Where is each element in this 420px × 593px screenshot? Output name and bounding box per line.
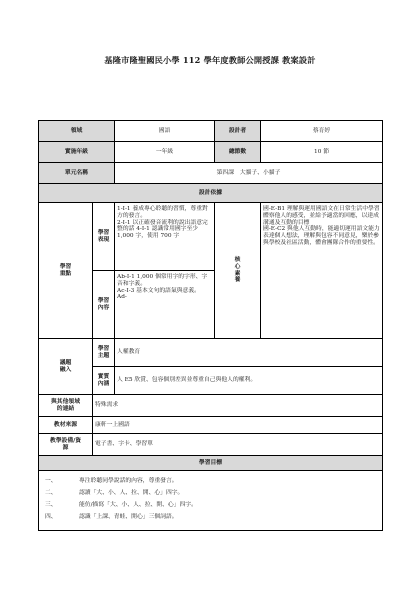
designer-label: 設計者 xyxy=(215,121,261,142)
goal-number: 二、 xyxy=(45,489,57,496)
unit-label: 單元名稱 xyxy=(39,163,115,184)
issues-content-label-text: 實質內涵 xyxy=(97,373,110,387)
goal-item xyxy=(41,475,380,487)
grade-label: 實施年級 xyxy=(39,142,115,163)
goal-number: 三、 xyxy=(45,501,57,508)
row-unit xyxy=(39,163,383,184)
goal-text: 認讀「大、小、人、拉、開、心」四字。 xyxy=(79,489,184,496)
lesson-plan-table xyxy=(38,120,383,531)
performance-label-text: 學習表現 xyxy=(97,229,110,243)
links-label-text: 與其他領域的連結 xyxy=(51,398,80,412)
performance-label xyxy=(93,203,115,271)
content-label xyxy=(93,271,115,339)
source-label: 教材來源 xyxy=(39,417,93,434)
issues-theme-value: 人權教育 xyxy=(115,339,383,367)
basis-section-label: 設計依據 xyxy=(39,184,383,203)
core-label xyxy=(215,203,261,339)
goal-item xyxy=(41,487,380,499)
performance-text: 1-I-1 養成專心聆聽的習慣，尊重對方的發言。 2-I-1 以正確發音流利的說出語意完整的話 4-I-1 認識常用國字至少 1,000 字，使用 700 字 xyxy=(115,203,215,271)
equipment-label xyxy=(39,434,93,456)
goal-number: 四、 xyxy=(45,513,57,520)
row-issue-theme xyxy=(39,339,383,367)
issues-label-text: 議題融入 xyxy=(59,359,72,373)
issues-label xyxy=(39,339,93,395)
field-label: 領域 xyxy=(39,121,115,142)
goal-number: 一、 xyxy=(45,477,57,484)
content-text: Ab-I-1 1,000 個常用字的字形、字音和字義。 Ac-I-3 基本文句的語氣與意義。 Ad- xyxy=(115,271,215,339)
designer-value: 蔡育婷 xyxy=(261,121,383,142)
equipment-value: 電子書、字卡、學習單 xyxy=(93,434,383,456)
goals-list xyxy=(39,471,383,531)
issues-content-value: 人 E5 欣賞、包容個別差異並尊重自己與他人的權利。 xyxy=(115,367,383,395)
goal-text: 專注聆聽同學說話的內容，尊重發言。 xyxy=(79,477,178,484)
sessions-value: 10 節 xyxy=(261,142,383,163)
document-title: 基隆市隆聖國民小學 112 學年度教師公開授課 教案設計 xyxy=(104,55,316,65)
row-basis-header xyxy=(39,184,383,203)
unit-value: 第四課 大貓子、小貓子 xyxy=(115,163,383,184)
issues-theme-label xyxy=(93,339,115,367)
focus-label xyxy=(39,203,93,339)
goals-section-label: 學習目標 xyxy=(39,456,383,471)
row-grade xyxy=(39,142,383,163)
issues-theme-label-text: 學習主題 xyxy=(97,345,110,359)
source-value: 康軒一上國語 xyxy=(93,417,383,434)
core-label-text: 核心素養 xyxy=(234,256,241,284)
row-equipment xyxy=(39,434,383,456)
links-label xyxy=(39,395,93,417)
row-source xyxy=(39,417,383,434)
issues-content-label xyxy=(93,367,115,395)
core-text: 國-E-B1 理解與運用國語文在日常生活中學習體察他人的感受，並給予適當的回應，以達成溝通及互動的目標 國-E-C2 與他人互動時，能適切運用語文能力表達個人想法，理解與包容不同意見，樂於參與學校及社區活動，體會團隊合作的重要性。 xyxy=(261,203,383,339)
equipment-label-text: 教學設備/資源 xyxy=(49,437,82,451)
sessions-label: 總節數 xyxy=(215,142,261,163)
row-field xyxy=(39,121,383,142)
links-value: 特殊需求 xyxy=(93,395,383,417)
row-goals-header xyxy=(39,456,383,471)
row-goals xyxy=(39,471,383,531)
row-performance xyxy=(39,203,383,271)
goal-item xyxy=(41,511,380,523)
focus-label-text: 學習重點 xyxy=(59,263,72,277)
row-links xyxy=(39,395,383,417)
goal-text: 能仿/描寫「大、小、人、拉、開、心」四字。 xyxy=(79,501,197,508)
goal-text: 認識「上課、青蛙、開心」三個詞語。 xyxy=(79,513,178,520)
content-label-text: 學習內容 xyxy=(97,297,110,311)
grade-value: 一年級 xyxy=(115,142,215,163)
goal-item xyxy=(41,499,380,511)
field-value: 國語 xyxy=(115,121,215,142)
